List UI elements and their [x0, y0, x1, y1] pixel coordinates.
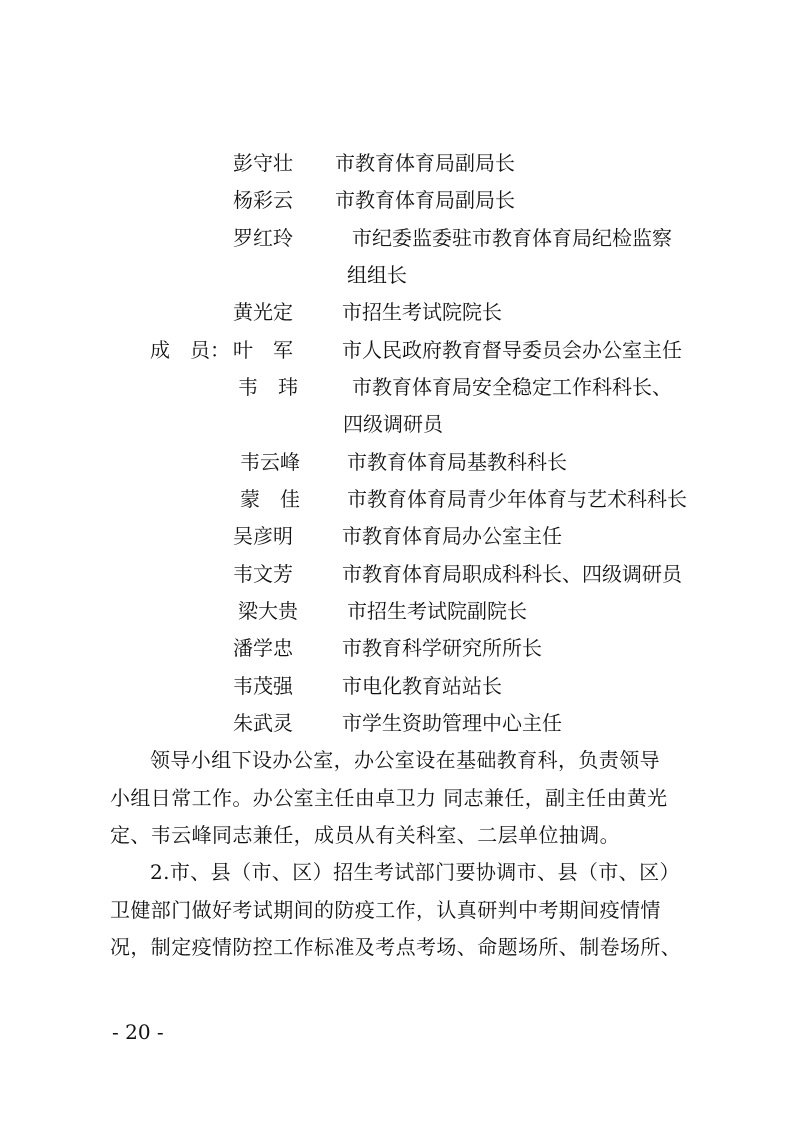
paragraph-line: 小组日常工作。办公室主任由卓卫力 同志兼任，副主任由黄光 [110, 786, 668, 810]
member-name: 吴彦明 [233, 524, 293, 548]
member-name: 潘学忠 [233, 636, 293, 660]
member-name: 韦茂强 [233, 674, 293, 698]
member-duty: 市电化教育站站长 [342, 674, 502, 698]
member-name: 韦云峰 [240, 450, 300, 474]
leader-name: 杨彩云 [233, 188, 293, 212]
member-duty: 市教育体育局办公室主任 [342, 524, 562, 548]
members-label: 成 员： [150, 338, 230, 362]
leader-duty: 市纪委监委驻市教育体育局纪检监察 [352, 226, 672, 250]
leader-name: 罗红玲 [233, 226, 293, 250]
member-duty: 市学生资助管理中心主任 [342, 711, 562, 735]
member-duty: 市教育体育局安全稳定工作科科长、 [352, 375, 672, 399]
member-duty-continued: 四级调研员 [343, 412, 443, 436]
paragraph-line: 领导小组下设办公室，办公室设在基础教育科，负责领导 [150, 748, 660, 772]
member-name: 梁大贵 [238, 599, 298, 623]
leader-duty-continued: 组组长 [347, 263, 407, 287]
member-name: 韦 玮 [238, 375, 298, 399]
member-name: 朱武灵 [233, 711, 293, 735]
page-number: - 20 - [112, 1020, 164, 1044]
member-duty: 市教育体育局青少年体育与艺术科科长 [347, 487, 687, 511]
member-duty: 市教育体育局职成科科长、四级调研员 [342, 562, 682, 586]
paragraph-line: 定、韦云峰同志兼任，成员从有关科室、二层单位抽调。 [110, 823, 620, 847]
paragraph-line: 卫健部门做好考试期间的防疫工作，认真研判中考期间疫情情 [110, 898, 661, 922]
member-name: 叶 军 [233, 338, 293, 362]
member-name: 蒙 佳 [240, 487, 300, 511]
member-duty: 市人民政府教育督导委员会办公室主任 [342, 338, 682, 362]
member-duty: 市招生考试院副院长 [347, 599, 527, 623]
leader-name: 彭守壮 [233, 151, 293, 175]
leader-duty: 市教育体育局副局长 [335, 151, 515, 175]
paragraph-line: 况，制定疫情防控工作标准及考点考场、命题场所、制卷场所、 [110, 935, 682, 959]
leader-duty: 市招生考试院院长 [342, 300, 502, 324]
member-duty: 市教育体育局基教科科长 [347, 450, 567, 474]
paragraph-line: 2.市、县（市、区）招生考试部门要协调市、县（市、区） [150, 860, 680, 884]
leader-duty: 市教育体育局副局长 [335, 188, 515, 212]
leader-name: 黄光定 [233, 300, 293, 324]
member-duty: 市教育科学研究所所长 [342, 636, 542, 660]
member-name: 韦文芳 [233, 562, 293, 586]
